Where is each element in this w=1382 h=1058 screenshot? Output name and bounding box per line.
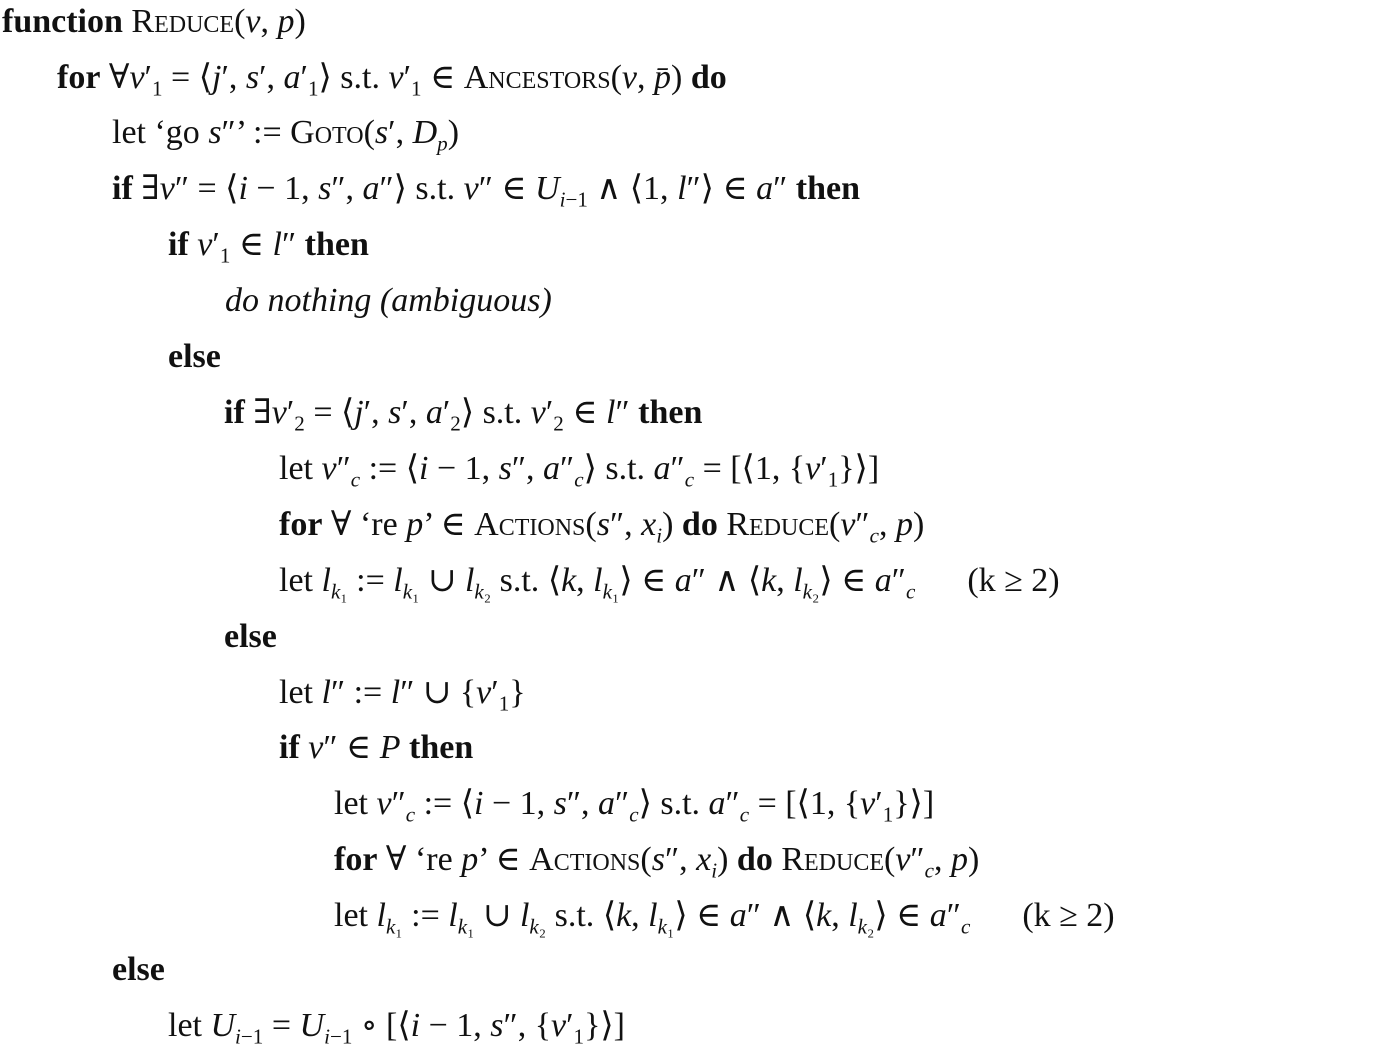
line-let-goto: let ‘go s″’ := Goto(s′, $D_p$) [112,114,460,156]
line-if-in-l: if $v'_1$ ∈ l″ then [168,226,369,268]
name-goto: Goto [290,114,364,151]
line-if-in-P: if v″ ∈ P then [279,729,474,766]
line-let-vc-2: let $v''_c$ := ⟨i − 1, s″, $a''_c⟩$ s.t. $a''_c$ = [⟨1, $\{v'_1\}⟩$] [334,785,935,827]
line-comment-ambiguous [225,281,552,321]
line-let-vc-1: let $v''_c$ := ⟨i − 1, s″, $a''_c⟩$ s.t. $a''_c$ = [⟨1, $\{v'_1\}⟩$] [279,450,880,492]
name-actions: Actions [474,506,586,543]
line-let-U: let $U_{i-1} = U_{i-1}$ ∘ [⟨i − 1, s″, $\{v'_1\}⟩$] [168,1007,625,1049]
keyword-function: function [2,3,123,40]
line-let-l-union: let l″ := l″ ∪ $\{v'_1\}$ [279,674,526,716]
line-for-actions-1: for ∀ ‘re p’ ∈ Actions(s″, $x_i$) do $Reduce(v''_c$, p) [279,506,925,548]
name-ancestors: Ancestors [463,59,611,96]
line-for-ancestors: for $\forall v'_1$ = ⟨j′, s′, $a'_1⟩$ s.t. $v'_1$ ∈ Ancestors(v, p̄) do [57,59,727,101]
line-else-3: else [112,951,165,988]
line-for-actions-2: for ∀ ‘re p’ ∈ Actions(s″, $x_i$) do $Reduce(v''_c$, p) [334,841,980,883]
line-function-header: function Reduce(v, p) [2,3,306,40]
line-else-1: else [168,338,221,375]
line-let-lk-1: let $l_{k_1}$ := $l_{k_1}$ ∪ $l_{k_2}$ s.t. ⟨k, $l_{k_1}⟩$ ∈ a″ ∧ ⟨k, $l_{k_2}⟩$ ∈ $a''_c$ (k ≥ 2) [279,562,1060,604]
name-reduce: Reduce [131,3,235,40]
line-let-lk-2: let $l_{k_1}$ := $l_{k_1}$ ∪ $l_{k_2}$ s.t. ⟨k, $l_{k_1}⟩$ ∈ a″ ∧ ⟨k, $l_{k_2}⟩$ ∈ $a''_c$ (k ≥ 2) [334,897,1115,939]
line-if-exists-v2: if ∃v″ = ⟨i − 1, s″, a″⟩ s.t. v″ ∈ $U_{i-1}$ ∧ ⟨1, l″⟩ ∈ a″ then [112,170,861,212]
condition-k-1: (k ≥ 2) [967,562,1060,599]
comment-ambiguous: do nothing (ambiguous) [225,282,552,319]
line-if-exists-v2prime: if $\exists v'_2$ = ⟨j′, s′, $a'_2⟩$ s.t. $v'_2$ ∈ l″ then [224,394,703,436]
condition-k-2: (k ≥ 2) [1022,897,1115,934]
line-else-2: else [224,618,277,655]
